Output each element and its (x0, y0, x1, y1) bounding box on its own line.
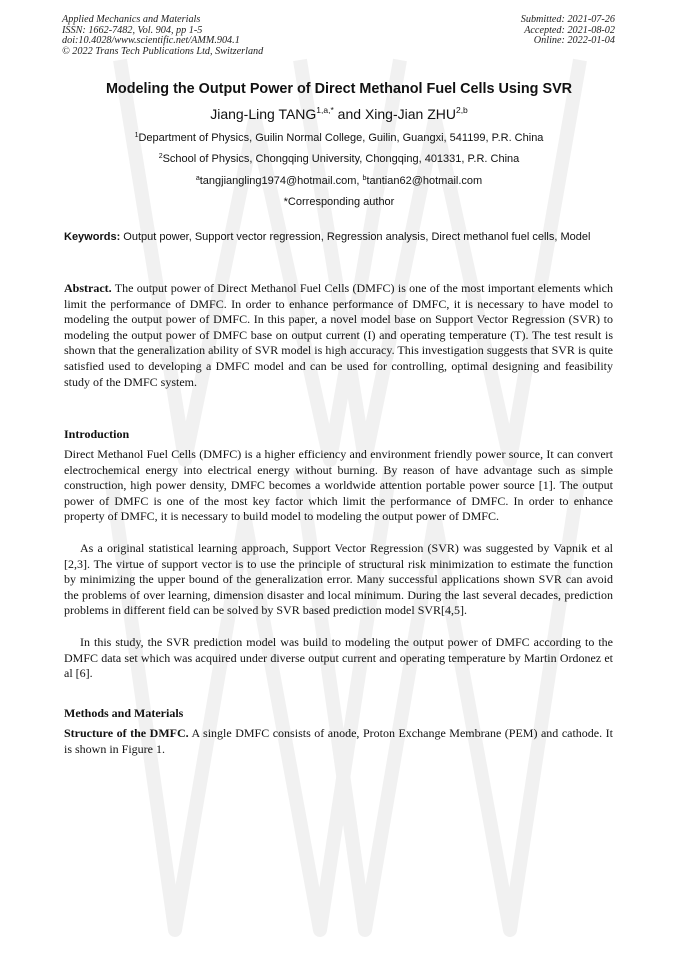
methods-paragraph (64, 726, 613, 757)
email-b[interactable]: tantian62@hotmail.com (366, 175, 483, 187)
accepted-date: Accepted: 2021-08-02 (524, 24, 615, 36)
author-1: Jiang-Ling TANG (210, 106, 317, 122)
affiliation-1 (40, 131, 638, 145)
abstract-text: The output power of Direct Methanol Fuel Cells (DMFC) is one of the most important elements which limit the performance of DMFC. In order to enhance performance of DMFC, it is necessary to have model to modeling the output power of DMFC. In this paper, a novel model base on Support Vector Regression (SVR) to modeling the output power of DMFC base on output current (I) and operating temperature (T). The test result is shown that the generalization ability of SVR model is high accuracy. This investigation suggests that SVR is quite satisfied used to developing a DMFC model and can be used for controlling, optimal designing and feasibility study of the DMFC system. (64, 281, 613, 389)
affiliation-1-text: Department of Physics, Guilin Normal College, Guilin, Guangxi, 541199, P.R. China (138, 132, 544, 144)
methods-text: A single DMFC consists of anode, Proton Exchange Membrane (PEM) and cathode. It is shown in Figure 1. (64, 726, 613, 756)
affiliation-2-text: School of Physics, Chongqing University, Chongqing, 401331, P.R. China (162, 153, 520, 165)
journal-name: Applied Mechanics and Materials (62, 14, 201, 25)
paper-title: Modeling the Output Power of Direct Methanol Fuel Cells Using SVR (105, 81, 573, 97)
author-emails (40, 174, 638, 188)
author-1-marks: 1,a,* (316, 105, 334, 115)
journal-doi: doi:10.4028/www.scientific.net/AMM.904.1 (62, 35, 240, 47)
affiliation-2 (40, 152, 638, 166)
abstract-paragraph (64, 281, 613, 390)
introduction-paragraph-2: As a original statistical learning approach, Support Vector Regression (SVR) was suggested by Vapnik et al [2,3]. The virtue of support vector is to use the principle of structural risk minimization to estimate the function by minimizing the upper bound of the generalization error. Many successful applications shown SVR can avoid the problems of over learning, dimension disaster and local minimum. During the last several decades, prediction problems in different field can be solved by SVR based prediction model SVR[4,5]. (64, 541, 613, 618)
email-b-mark: b (362, 175, 367, 182)
corresponding-author-note: *Corresponding author (283, 196, 395, 208)
journal-info (62, 15, 263, 57)
email-a-mark: a (195, 175, 200, 182)
affiliation-1-mark: 1 (134, 132, 139, 139)
methods-subheading: Structure of the DMFC. (64, 726, 189, 740)
introduction-paragraph-3: In this study, the SVR prediction model was build to modeling the output power of DMFC according to the DMFC data set which was acquired under diverse output current and operating temperature by Martin Ordonez et al [6]. (64, 635, 613, 681)
keywords-paragraph (64, 230, 613, 245)
author-joiner: and (333, 106, 365, 122)
author-2: Xing-Jian ZHU (364, 106, 456, 122)
author-2-marks: 2,b (455, 105, 468, 115)
online-date: Online: 2022-01-04 (533, 35, 615, 47)
journal-copyright: © 2022 Trans Tech Publications Ltd, Switzerland (62, 45, 264, 57)
methods-heading: Methods and Materials (64, 706, 184, 720)
email-a[interactable]: tangjiangling1974@hotmail.com, (199, 175, 363, 187)
keywords-text: Output power, Support vector regression, Regression analysis, Direct methanol fuel cells, Model (120, 231, 591, 243)
introduction-heading: Introduction (64, 427, 130, 441)
journal-issn: ISSN: 1662-7482, Vol. 904, pp 1-5 (62, 24, 203, 36)
keywords-label: Keywords: (64, 231, 121, 243)
abstract-label: Abstract. (64, 281, 112, 295)
submission-dates (521, 15, 615, 47)
affiliation-2-mark: 2 (158, 153, 163, 160)
journal-header (62, 15, 615, 63)
submitted-date: Submitted: 2021-07-26 (520, 14, 615, 25)
author-line (40, 105, 638, 123)
introduction-paragraph-1: Direct Methanol Fuel Cells (DMFC) is a higher efficiency and environment friendly power source, It can convert electrochemical energy into electrical energy without burning. By reason of have advantage such as simple construction, high power density, DMFC becomes a worldwide attention portable power source [1]. The output power of DMFC is one of the most key factor which limit the performance of DMFC. In order to enhance property of DMFC, it is necessary to build model to modeling the output power of DMFC. (64, 447, 613, 524)
